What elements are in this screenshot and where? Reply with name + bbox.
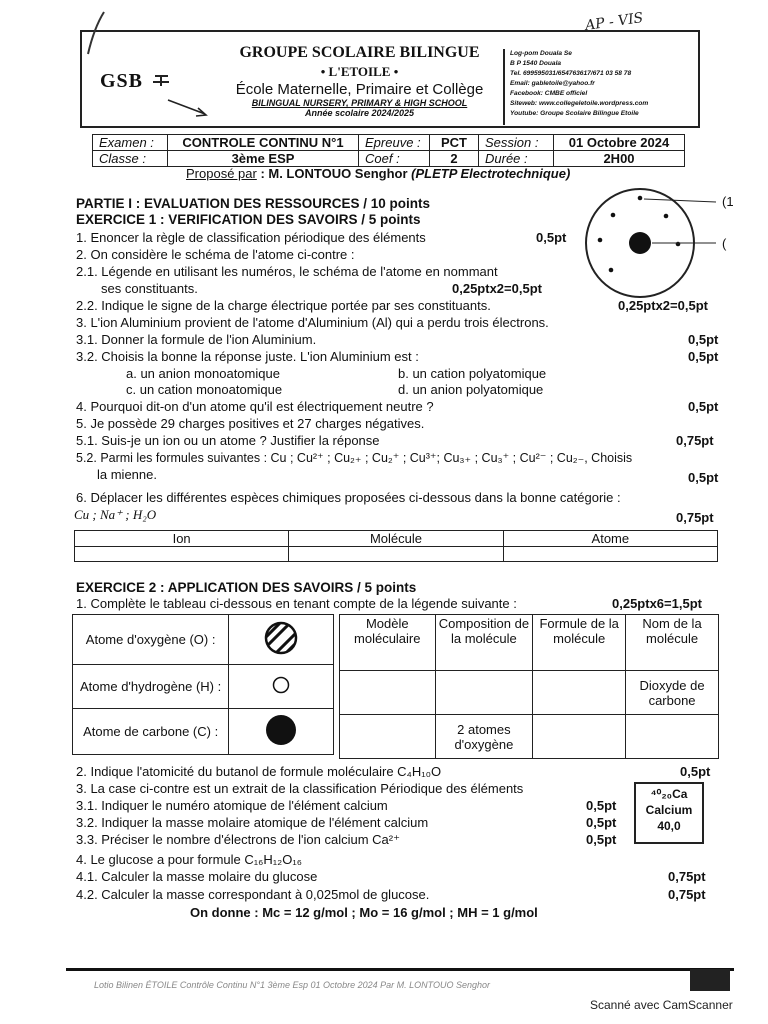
header-composition: Composition de la molécule <box>435 615 533 671</box>
cell-model-1[interactable] <box>340 671 436 715</box>
scanner-watermark: Scanné avec CamScanner <box>590 998 733 1012</box>
q6-text: 6. Déplacer les différentes espèces chimiques proposées ci-dessous dans la bonne catégorie : <box>76 490 621 505</box>
epreuve-label: Epreuve : <box>359 135 430 151</box>
pen-stroke-icon <box>84 10 114 60</box>
school-en: BILINGUAL NURSERY, PRIMARY & HIGH SCHOOL <box>251 98 468 108</box>
ex2-q42-points: 0,75pt <box>668 887 706 902</box>
calcium-name: Calcium <box>645 803 693 817</box>
col-atome: Atome <box>503 531 717 547</box>
ex2-q33-text: 3.3. Préciser le nombre d'électrons de l'ion calcium Ca²⁺ <box>76 832 400 847</box>
handwritten-note: AP - VIS <box>584 10 645 34</box>
proposer-title: (PLETP Electrotechnique) <box>411 166 571 181</box>
school-line: École Maternelle, Primaire et Collège <box>235 81 484 98</box>
cell-molecule[interactable] <box>289 547 503 562</box>
col-molecule: Molécule <box>289 531 503 547</box>
contact-line: B P 1540 Douala <box>510 60 562 67</box>
q6-points: 0,75pt <box>676 510 714 525</box>
col-ion: Ion <box>75 531 289 547</box>
header-formula: Formule de la molécule <box>533 615 626 671</box>
q22-text: 2.2. Indique le signe de la charge électrique portée par ses constituants. <box>76 298 491 313</box>
option-a: a. un anion monoatomique <box>126 366 280 381</box>
q1-points: 0,5pt <box>536 230 567 245</box>
contact-line: Facebook: CMBE officiel <box>510 90 588 97</box>
classification-table <box>74 530 718 562</box>
q32-text: 3.2. Choisis la bonne la réponse juste. L'ion Aluminium est : <box>76 349 419 364</box>
q2-text: 2. On considère le schéma de l'atome ci-contre : <box>76 247 355 262</box>
footer-rule <box>66 968 734 971</box>
cell-composition-1[interactable] <box>435 671 533 715</box>
q52-points: 0,5pt <box>688 470 719 485</box>
legend-oxygen-label: Atome d'oxygène (O) : <box>73 615 229 665</box>
q1-text: 1. Enoncer la règle de classification périodique des éléments <box>76 230 426 245</box>
cell-atome[interactable] <box>503 547 717 562</box>
contact-line: Youtube: Groupe Scolaire Bilingue Etoile <box>510 110 639 117</box>
given-values: On donne : Mc = 12 g/mol ; Mo = 16 g/mol ; MH = 1 g/mol <box>190 905 538 920</box>
option-d: d. un anion polyatomique <box>398 382 544 397</box>
q3-text: 3. L'ion Aluminium provient de l'atome d'Aluminium (Al) qui a perdu trois électrons. <box>76 315 549 330</box>
cell-ion[interactable] <box>75 547 289 562</box>
atom-label-2: ( <box>722 236 727 251</box>
q51-text: 5.1. Suis-je un ion ou un atome ? Justifier la réponse <box>76 433 380 448</box>
school-contact <box>503 49 699 125</box>
option-c: c. un cation monoatomique <box>126 382 283 397</box>
contact-line: Tel. 699595031/654763617/671 03 58 78 <box>510 70 632 77</box>
ex2-q1-points: 0,25ptx6=1,5pt <box>612 596 702 611</box>
contact-line: Log-pom Douala Se <box>510 50 572 57</box>
molecule-table <box>339 614 719 759</box>
classe-label: Classe : <box>93 151 168 167</box>
ex2-q33-points: 0,5pt <box>586 832 617 847</box>
duree-value: 2H00 <box>554 151 685 167</box>
logo-figure-icon <box>150 70 220 120</box>
q4-text: 4. Pourquoi dit-on d'un atome qu'il est électriquement neutre ? <box>76 399 434 414</box>
epreuve-value: PCT <box>430 135 479 151</box>
q21-text-b: ses constituants. <box>101 281 198 296</box>
cell-model-2[interactable] <box>340 715 436 759</box>
coef-label: Coef : <box>359 151 430 167</box>
cell-formula-2[interactable] <box>533 715 626 759</box>
legend-hydrogen-symbol <box>229 665 334 709</box>
ex1-title: EXERCICE 1 : VERIFICATION DES SAVOIRS / 5 points <box>76 212 421 227</box>
q22-points: 0,25ptx2=0,5pt <box>618 298 708 313</box>
cell-name-2[interactable] <box>626 715 719 759</box>
school-name: GROUPE SCOLAIRE BILINGUE <box>239 44 480 61</box>
ex2-q2-points: 0,5pt <box>680 764 711 779</box>
examen-label: Examen : <box>93 135 168 151</box>
legend-carbon-symbol <box>229 709 334 755</box>
school-sub: • L'ETOILE • <box>320 64 399 79</box>
q4-points: 0,5pt <box>688 399 719 414</box>
q52-text: 5.2. Parmi les formules suivantes : Cu ; Cu²⁺ ; Cu₂₊ ; Cu₂⁺ ; Cu³⁺; Cu₃₊ ; Cu₃⁺ ; Cu²⁻ ; Cu₂₋, Choisis <box>76 451 633 465</box>
q5-text: 5. Je possède 29 charges positives et 27 charges négatives. <box>76 416 425 431</box>
calcium-mass: 40,0 <box>657 819 681 833</box>
ex2-q41-points: 0,75pt <box>668 869 706 884</box>
session-label: Session : <box>479 135 554 151</box>
contact-line: Email: gabletoile@yahoo.fr <box>510 80 595 87</box>
contact-line: Siteweb: www.collegeletoile.wordpress.com <box>510 100 649 107</box>
coef-value: 2 <box>430 151 479 167</box>
examen-value: CONTROLE CONTINU N°1 <box>168 135 359 151</box>
header-model: Modèle moléculaire <box>340 615 436 671</box>
q21-text: 2.1. Légende en utilisant les numéros, le schéma de l'atome en nommant <box>76 264 498 279</box>
cell-name-1: Dioxyde de carbone <box>626 671 719 715</box>
legend-carbon-label: Atome de carbone (C) : <box>73 709 229 755</box>
q21-points: 0,25ptx2=0,5pt <box>452 281 542 296</box>
filled-circle-icon <box>264 713 298 747</box>
exam-info-table <box>92 134 685 167</box>
cell-composition-2: 2 atomes d'oxygène <box>435 715 533 759</box>
ex2-title: EXERCICE 2 : APPLICATION DES SAVOIRS / 5 points <box>76 580 417 595</box>
option-b: b. un cation polyatomique <box>398 366 547 381</box>
ex2-q31-text: 3.1. Indiquer le numéro atomique de l'élément calcium <box>76 798 388 813</box>
ex2-q41-text: 4.1. Calculer la masse molaire du glucose <box>76 869 318 884</box>
q31-text: 3.1. Donner la formule de l'ion Aluminium. <box>76 332 317 347</box>
school-year: Année scolaire 2024/2025 <box>304 108 415 118</box>
q32-points: 0,5pt <box>688 349 719 364</box>
footer-text: Lotio Bilinen ÉTOILE Contrôle Continu N°1 3ème Esp 01 Octobre 2024 Par M. LONTOUO Senghor <box>94 980 490 990</box>
ex2-q1-text: 1. Complète le tableau ci-dessous en tenant compte de la légende suivante : <box>76 596 517 611</box>
legend-table <box>72 614 334 755</box>
ex2-q31-points: 0,5pt <box>586 798 617 813</box>
part1-title: PARTIE I : EVALUATION DES RESSOURCES / 10 points <box>76 196 431 211</box>
hatched-circle-icon <box>264 621 298 655</box>
q6-species: Cu ; Na⁺ ; H₂O <box>74 507 157 522</box>
ex2-q3-text: 3. La case ci-contre est un extrait de la classification Périodique des éléments <box>76 781 524 796</box>
session-value: 01 Octobre 2024 <box>554 135 685 151</box>
ex2-q4-text: 4. Le glucose a pour formule C₁₆H₁₂O₁₆ <box>76 852 302 867</box>
ex2-q2-text: 2. Indique l'atomicité du butanol de formule moléculaire C₄H₁₀O <box>76 764 442 779</box>
proposer-label: Proposé par <box>186 166 257 181</box>
proposer-name: : M. LONTOUO Senghor <box>256 166 412 181</box>
calcium-symbol: ⁴⁰₂₀Ca <box>650 787 688 801</box>
school-identity <box>222 44 497 118</box>
q31-points: 0,5pt <box>688 332 719 347</box>
footer-page-box <box>690 969 730 991</box>
calcium-element-box <box>634 782 704 844</box>
ex2-q32-text: 3.2. Indiquer la masse molaire atomique de l'élément calcium <box>76 815 429 830</box>
duree-label: Durée : <box>479 151 554 167</box>
header-name: Nom de la molécule <box>626 615 719 671</box>
cell-formula-1[interactable] <box>533 671 626 715</box>
open-circle-icon <box>271 675 291 695</box>
proposer-line <box>186 166 570 181</box>
legend-hydrogen-label: Atome d'hydrogène (H) : <box>73 665 229 709</box>
ex2-q42-text: 4.2. Calculer la masse correspondant à 0,025mol de glucose. <box>76 887 430 902</box>
ex2-q32-points: 0,5pt <box>586 815 617 830</box>
classe-value: 3ème ESP <box>168 151 359 167</box>
school-logo: GSB <box>100 70 144 92</box>
q51-points: 0,75pt <box>676 433 714 448</box>
atom-label-1: (1 <box>722 194 734 209</box>
legend-oxygen-symbol <box>229 615 334 665</box>
q52-text-b: la mienne. <box>97 467 157 482</box>
